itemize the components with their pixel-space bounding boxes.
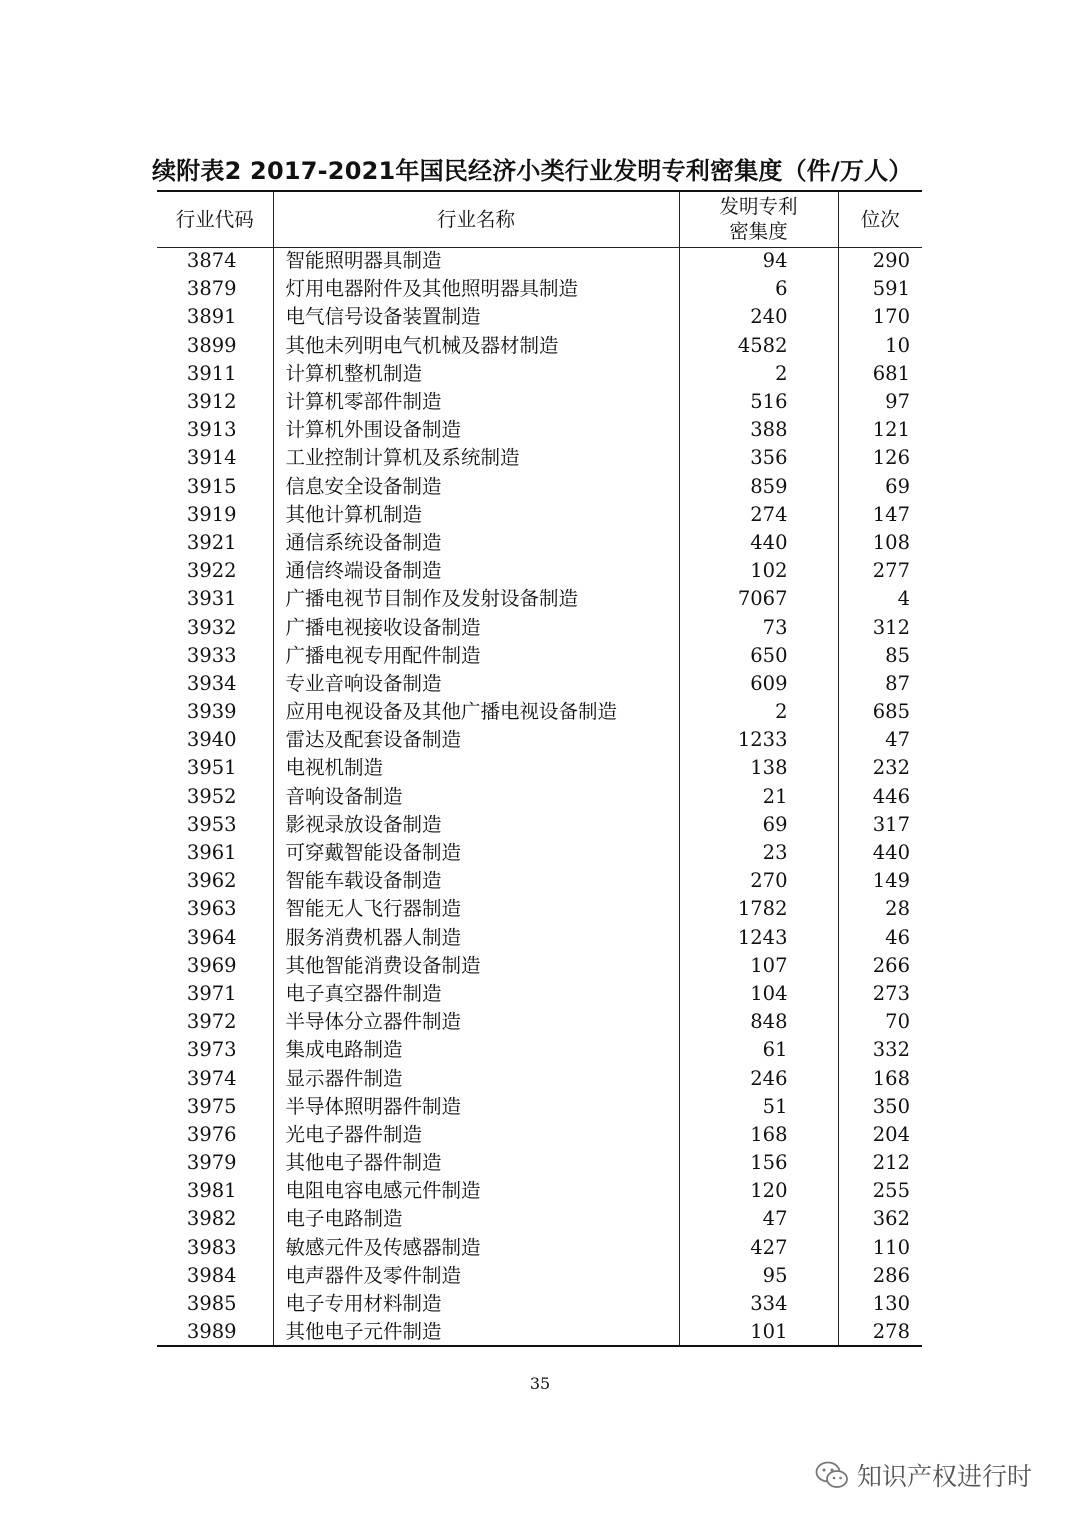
table-row: [157, 698, 922, 726]
row-density: 47: [679, 1205, 838, 1233]
row-code: 3971: [157, 980, 273, 1008]
table-row: [157, 557, 922, 585]
page-number: 35: [529, 1374, 551, 1393]
row-density: 859: [679, 473, 838, 501]
row-code: 3953: [157, 811, 273, 839]
row-rank: 266: [872, 953, 910, 977]
table-row: [157, 1093, 922, 1121]
row-density: 427: [679, 1234, 838, 1262]
table-row: [157, 839, 922, 867]
header-density-line2: 密集度: [729, 220, 788, 244]
row-rank: 204: [872, 1122, 910, 1146]
table-row: [157, 754, 922, 782]
row-rank: 4: [897, 587, 910, 611]
row-name: 信息安全设备制造: [273, 473, 679, 501]
row-rank: 685: [872, 700, 910, 724]
row-rank: 362: [872, 1207, 910, 1231]
row-rank: 277: [872, 559, 910, 583]
row-code: 3963: [157, 895, 273, 923]
row-code: 3939: [157, 698, 273, 726]
row-density: 1782: [679, 895, 838, 923]
row-rank: 70: [885, 1010, 910, 1034]
table-title: 续附表2 2017-2021年国民经济小类行业发明专利密集度（件/万人）: [152, 157, 913, 185]
row-name: 其他电子器件制造: [273, 1149, 679, 1177]
row-rank: 278: [838, 1318, 922, 1346]
row-rank: 273: [872, 981, 910, 1005]
row-code: 3973: [157, 1036, 273, 1064]
row-code: 3964: [157, 924, 273, 952]
row-name: 电子电路制造: [273, 1205, 679, 1233]
row-name: 通信终端设备制造: [273, 557, 679, 585]
table-row: [157, 783, 922, 811]
row-code: 3922: [157, 557, 273, 585]
table-row: [157, 952, 922, 980]
row-density: 270: [679, 867, 838, 895]
row-code: 3969: [157, 952, 273, 980]
header-density: [679, 191, 838, 247]
row-rank: 317: [872, 812, 910, 836]
row-name: 电气信号设备装置制造: [273, 303, 679, 331]
row-name: 计算机整机制造: [273, 360, 679, 388]
row-rank: 312: [872, 615, 910, 639]
row-name: 影视录放设备制造: [273, 811, 679, 839]
row-name: 其他计算机制造: [273, 501, 679, 529]
row-code: 3981: [157, 1177, 273, 1205]
row-rank: 85: [885, 643, 910, 667]
row-density: 334: [679, 1290, 838, 1318]
row-name: 智能照明器具制造: [273, 247, 679, 275]
header-name: 行业名称: [273, 191, 679, 247]
table-row: [157, 1262, 922, 1290]
row-density: 95: [679, 1262, 838, 1290]
row-name: 可穿戴智能设备制造: [273, 839, 679, 867]
row-name: 灯用电器附件及其他照明器具制造: [273, 275, 679, 303]
row-density: 240: [679, 303, 838, 331]
table-row: [157, 332, 922, 360]
table-row: [157, 1177, 922, 1205]
header-rank: 位次: [838, 191, 922, 247]
row-name: 广播电视专用配件制造: [273, 642, 679, 670]
row-name: 其他智能消费设备制造: [273, 952, 679, 980]
row-density: 61: [679, 1036, 838, 1064]
row-rank: 69: [885, 474, 910, 498]
row-rank: 46: [885, 925, 910, 949]
table-row: [157, 585, 922, 613]
table-row: [157, 1318, 922, 1346]
row-density: 2: [679, 698, 838, 726]
header-density-line1: 发明专利: [719, 195, 798, 219]
table-row: [157, 1064, 922, 1092]
row-code: 3919: [157, 501, 273, 529]
row-name: 其他未列明电气机械及器材制造: [273, 332, 679, 360]
row-name: 智能车载设备制造: [273, 867, 679, 895]
row-code: 3934: [157, 670, 273, 698]
row-name: 光电子器件制造: [273, 1121, 679, 1149]
row-code: 3899: [157, 332, 273, 360]
table-row: [157, 416, 922, 444]
table-row: [157, 529, 922, 557]
row-rank: 446: [872, 784, 910, 808]
table-row: [157, 473, 922, 501]
table-row: [157, 867, 922, 895]
row-rank: 255: [872, 1179, 910, 1203]
row-code: 3989: [157, 1318, 273, 1346]
row-density: 388: [679, 416, 838, 444]
row-code: 3951: [157, 754, 273, 782]
row-code: 3976: [157, 1121, 273, 1149]
row-rank: 591: [872, 277, 910, 301]
row-code: 3952: [157, 783, 273, 811]
table-row: [157, 501, 922, 529]
row-rank: 147: [872, 502, 910, 526]
row-density: 107: [679, 952, 838, 980]
patent-density-table: [157, 190, 922, 1347]
table-row: [157, 1290, 922, 1318]
watermark-text: 知识产权进行时: [857, 1462, 1033, 1491]
row-rank: 290: [872, 249, 910, 273]
row-code: 3974: [157, 1064, 273, 1092]
row-code: 3984: [157, 1262, 273, 1290]
table-header: [157, 191, 922, 247]
table-row: [157, 811, 922, 839]
row-name: 电视机制造: [273, 754, 679, 782]
table-row: [157, 360, 922, 388]
row-density: 94: [679, 247, 838, 275]
row-code: 3921: [157, 529, 273, 557]
row-rank: 332: [872, 1038, 910, 1062]
row-density: 6: [679, 275, 838, 303]
row-density: 1243: [679, 924, 838, 952]
table-row: [157, 726, 922, 754]
row-density: 138: [679, 754, 838, 782]
table-row: [157, 444, 922, 472]
row-name: 集成电路制造: [273, 1036, 679, 1064]
row-code: 3879: [157, 275, 273, 303]
table-row: [157, 247, 922, 275]
row-density: 4582: [679, 332, 838, 360]
row-density: 516: [679, 388, 838, 416]
row-code: 3911: [157, 360, 273, 388]
row-name: 半导体分立器件制造: [273, 1008, 679, 1036]
row-density: 51: [679, 1093, 838, 1121]
row-code: 3932: [157, 613, 273, 641]
table-row: [157, 1205, 922, 1233]
table-body: [157, 247, 922, 1346]
row-code: 3915: [157, 473, 273, 501]
row-code: 3982: [157, 1205, 273, 1233]
table-row: [157, 613, 922, 641]
table-row: [157, 1121, 922, 1149]
row-code: 3912: [157, 388, 273, 416]
row-name: 显示器件制造: [273, 1064, 679, 1092]
row-rank: 681: [872, 361, 910, 385]
table-row: [157, 895, 922, 923]
row-rank: 130: [872, 1292, 910, 1316]
row-density: 69: [679, 811, 838, 839]
row-name: 雷达及配套设备制造: [273, 726, 679, 754]
table-row: [157, 275, 922, 303]
row-code: 3891: [157, 303, 273, 331]
row-code: 3979: [157, 1149, 273, 1177]
row-density: 848: [679, 1008, 838, 1036]
row-rank: 126: [872, 446, 910, 470]
row-name: 专业音响设备制造: [273, 670, 679, 698]
row-name: 电阻电容电感元件制造: [273, 1177, 679, 1205]
row-density: 2: [679, 360, 838, 388]
row-code: 3961: [157, 839, 273, 867]
row-name: 工业控制计算机及系统制造: [273, 444, 679, 472]
row-code: 3962: [157, 867, 273, 895]
row-code: 3975: [157, 1093, 273, 1121]
row-rank: 232: [872, 756, 910, 780]
row-name: 电子专用材料制造: [273, 1290, 679, 1318]
row-name: 敏感元件及传感器制造: [273, 1234, 679, 1262]
row-code: 3931: [157, 585, 273, 613]
row-name: 音响设备制造: [273, 783, 679, 811]
row-code: 3940: [157, 726, 273, 754]
row-rank: 121: [872, 418, 910, 442]
table-row: [157, 1234, 922, 1262]
row-name: 通信系统设备制造: [273, 529, 679, 557]
row-rank: 110: [872, 1235, 910, 1259]
row-name: 广播电视节目制作及发射设备制造: [273, 585, 679, 613]
row-density: 120: [679, 1177, 838, 1205]
table-row: [157, 1008, 922, 1036]
row-density: 246: [679, 1064, 838, 1092]
row-density: 102: [679, 557, 838, 585]
row-rank: 87: [885, 671, 910, 695]
table-row: [157, 388, 922, 416]
row-code: 3933: [157, 642, 273, 670]
row-code: 3874: [157, 247, 273, 275]
row-rank: 350: [872, 1094, 910, 1118]
row-name: 广播电视接收设备制造: [273, 613, 679, 641]
row-name: 计算机零部件制造: [273, 388, 679, 416]
header-code: 行业代码: [157, 191, 273, 247]
row-density: 101: [679, 1318, 838, 1346]
row-density: 73: [679, 613, 838, 641]
row-density: 7067: [679, 585, 838, 613]
table-row: [157, 1149, 922, 1177]
row-density: 440: [679, 529, 838, 557]
row-name: 半导体照明器件制造: [273, 1093, 679, 1121]
table-row: [157, 670, 922, 698]
table-row: [157, 980, 922, 1008]
row-rank: 286: [872, 1263, 910, 1287]
row-rank: 170: [872, 305, 910, 329]
row-density: 156: [679, 1149, 838, 1177]
row-density: 23: [679, 839, 838, 867]
row-density: 21: [679, 783, 838, 811]
row-rank: 212: [872, 1151, 910, 1175]
row-rank: 97: [885, 390, 910, 414]
row-density: 1233: [679, 726, 838, 754]
row-density: 650: [679, 642, 838, 670]
row-name: 其他电子元件制造: [273, 1318, 679, 1346]
row-density: 274: [679, 501, 838, 529]
row-name: 计算机外围设备制造: [273, 416, 679, 444]
table-row: [157, 303, 922, 331]
row-code: 3913: [157, 416, 273, 444]
row-rank: 47: [885, 728, 910, 752]
row-rank: 168: [872, 1066, 910, 1090]
table-row: [157, 924, 922, 952]
row-rank: 28: [885, 897, 910, 921]
row-code: 3972: [157, 1008, 273, 1036]
watermark: [815, 1455, 1032, 1495]
row-name: 应用电视设备及其他广播电视设备制造: [273, 698, 679, 726]
row-density: 356: [679, 444, 838, 472]
row-name: 电子真空器件制造: [273, 980, 679, 1008]
table-row: [157, 1036, 922, 1064]
row-name: 电声器件及零件制造: [273, 1262, 679, 1290]
row-code: 3983: [157, 1234, 273, 1262]
row-rank: 149: [872, 869, 910, 893]
row-name: 服务消费机器人制造: [273, 924, 679, 952]
row-name: 智能无人飞行器制造: [273, 895, 679, 923]
row-density: 168: [679, 1121, 838, 1149]
row-density: 104: [679, 980, 838, 1008]
row-density: 609: [679, 670, 838, 698]
table-row: [157, 642, 922, 670]
row-code: 3985: [157, 1290, 273, 1318]
row-rank: 10: [885, 333, 910, 357]
row-rank: 440: [872, 841, 910, 865]
wechat-icon: [815, 1460, 849, 1490]
row-rank: 108: [872, 530, 910, 554]
row-code: 3914: [157, 444, 273, 472]
